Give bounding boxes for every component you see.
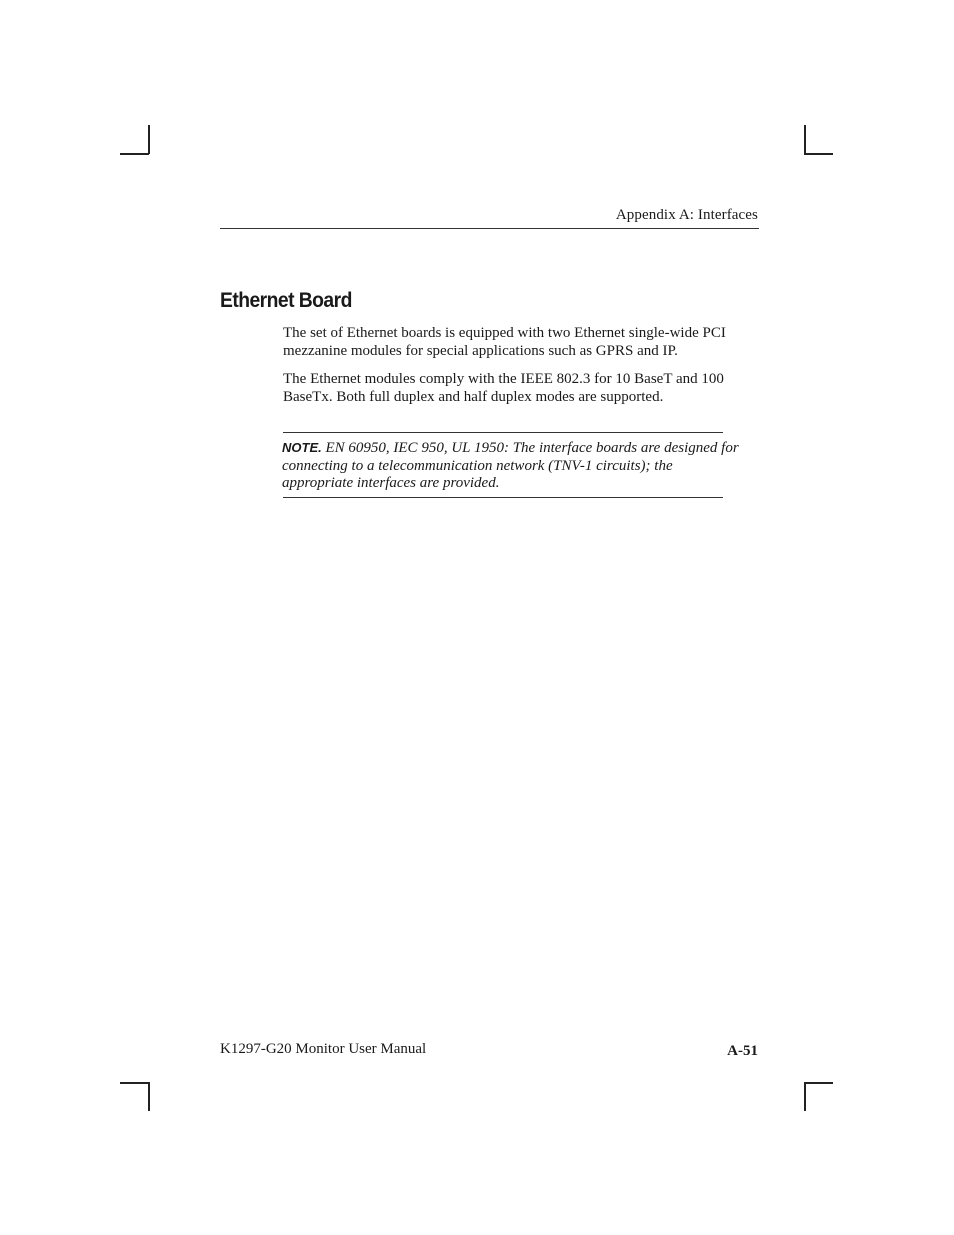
note-label: NOTE. [282, 440, 322, 455]
note-block [282, 439, 744, 493]
footer-page-number: A-51 [727, 1043, 758, 1059]
header-rule [220, 228, 759, 229]
crop-mark-bottom-right-vertical [804, 1082, 806, 1111]
note-bottom-rule [283, 497, 723, 498]
crop-mark-top-right-vertical [804, 125, 806, 154]
crop-mark-top-left-horizontal [120, 153, 149, 155]
section-title: Ethernet Board [220, 289, 352, 312]
note-top-rule [283, 432, 723, 433]
crop-mark-top-right-horizontal [804, 153, 833, 155]
crop-mark-bottom-left-horizontal [120, 1082, 149, 1084]
crop-mark-top-left-vertical [148, 125, 150, 154]
note-text: EN 60950, IEC 950, UL 1950: The interface boards are designed for connecting to a telecommunication network (TNV-1 circuits); the appropriate interfaces are provided. [282, 440, 739, 491]
body-paragraph-1: The set of Ethernet boards is equipped with two Ethernet single-wide PCI mezzanine modules for special applications such as GPRS and IP. [283, 325, 726, 359]
footer-manual-title: K1297-G20 Monitor User Manual [220, 1041, 427, 1057]
crop-mark-bottom-right-horizontal [804, 1082, 833, 1084]
running-header: Appendix A: Interfaces [615, 207, 758, 223]
body-paragraph-2: The Ethernet modules comply with the IEEE 802.3 for 10 BaseT and 100 BaseTx. Both full duplex and half duplex modes are supported. [283, 371, 724, 405]
crop-mark-bottom-left-vertical [148, 1082, 150, 1111]
